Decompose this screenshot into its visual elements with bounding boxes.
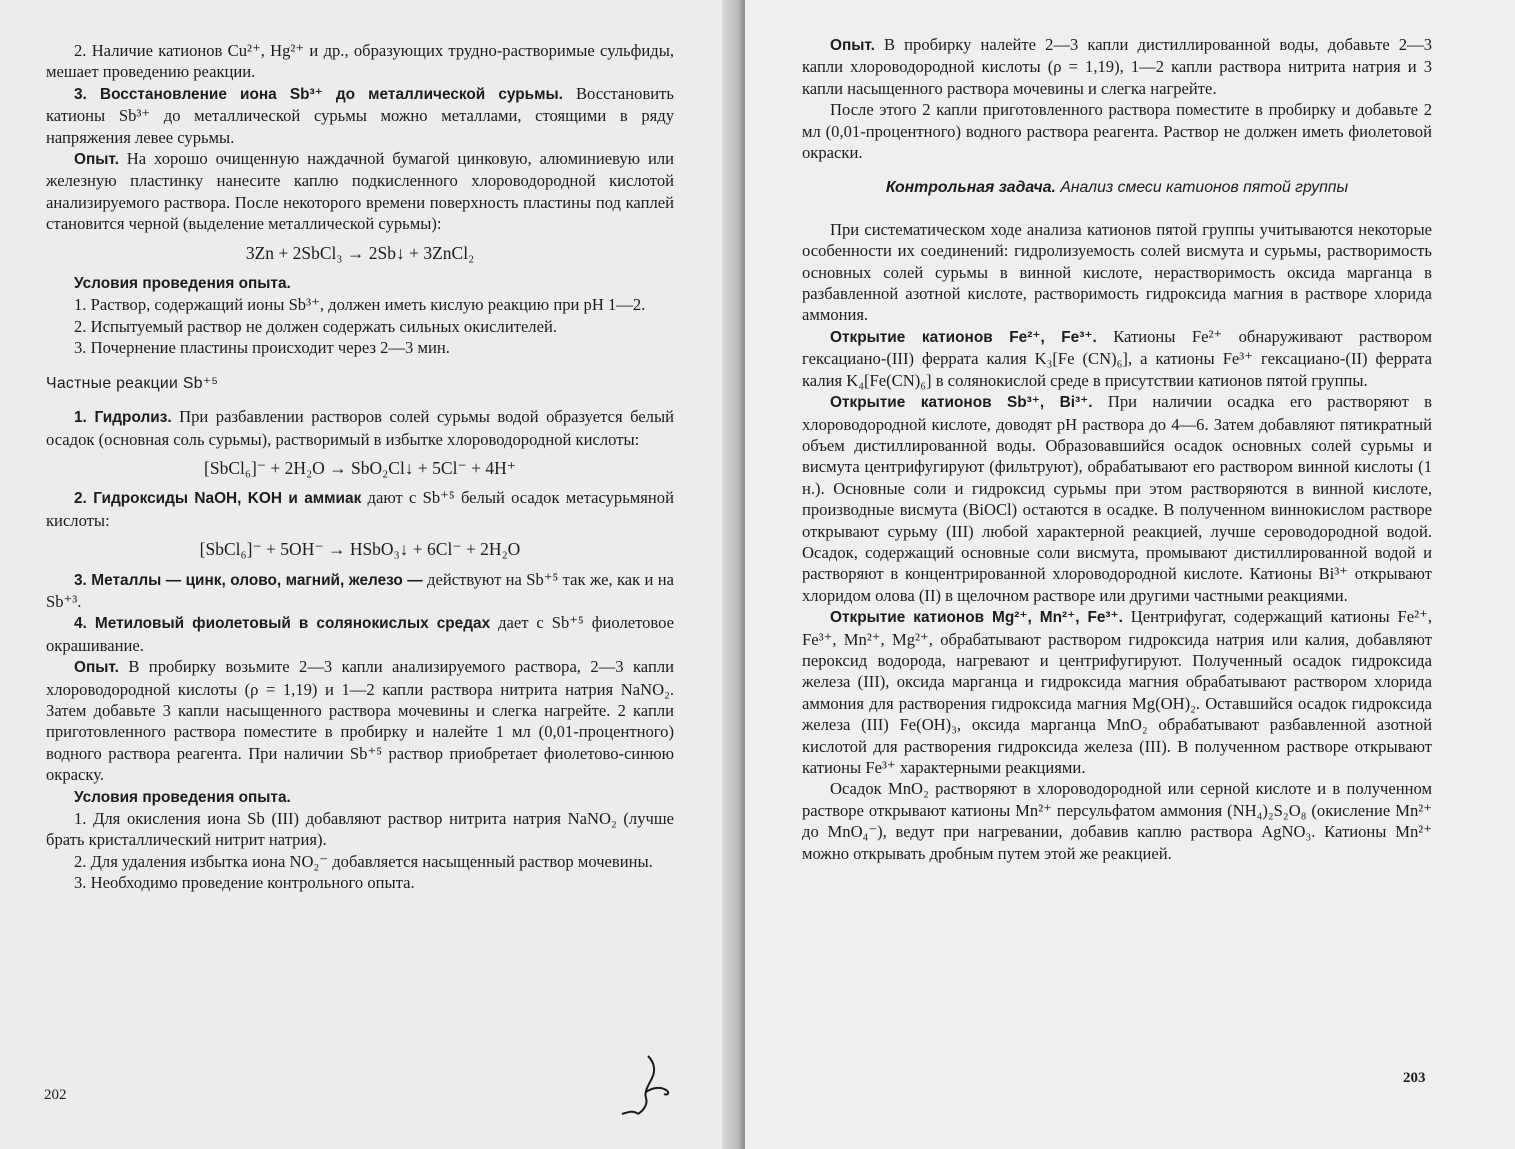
section-mg-mn-fe-cations xyxy=(802,606,1432,778)
experiment-label: Опыт. xyxy=(830,37,875,54)
condition-item: 2. Для удаления избытка иона NO₂⁻ добавляется насыщенный раствор мочевины. xyxy=(74,851,653,871)
condition-item: 3. Необходимо проведение контрольного опыта. xyxy=(74,873,415,893)
reaction-heading: 4. Метиловый фиолетовый в солянокислых средах xyxy=(74,615,491,633)
reaction-heading: 1. Гидролиз. xyxy=(74,409,172,427)
section-fe-cations xyxy=(802,326,1432,391)
right-page xyxy=(745,0,1515,1149)
experiment-paragraph xyxy=(802,34,1432,99)
section-heading: Открытие катионов Mg²⁺, Mn²⁺, Fe³⁺. xyxy=(830,609,1123,627)
condition-item: 1. Раствор, содержащий ионы Sb³⁺, должен иметь кислую реакцию при pH 1—2. xyxy=(74,295,646,315)
experiment-paragraph xyxy=(46,656,674,785)
equation-hydroxides: [SbCl₆]⁻ + 5OH⁻ → HSbO₃↓ + 6Cl⁻ + 2H₂O xyxy=(199,539,521,560)
handwritten-mark xyxy=(618,1052,678,1122)
reaction-text: дают с Sb⁺⁵ белый осадок метасурьмяной кислоты: xyxy=(46,488,674,530)
section-text: Катионы Fe²⁺ обнаруживают раствором гексациано-(III) феррата калия K₃[Fe (CN)₆], а катионы Fe³⁺ гексациано-(II) феррата калия K₄[Fe(CN)₆] в солянокислой среде в присутствии катионов пятой группы. xyxy=(802,326,1432,390)
paragraph-after: После этого 2 капли приготовленного раствора поместите в пробирку и добавьте 2 мл (0,01-процентного) водного раствора реагента. Раствор не должен иметь фиолетовой окраски. xyxy=(802,100,1432,163)
conditions-heading: Условия проведения опыта. xyxy=(74,788,291,806)
left-page xyxy=(0,0,745,1149)
equation-zn-sbcl3: 3Zn + 2SbCl₃ → 2Sb↓ + 3ZnCl₂ xyxy=(245,242,475,263)
reaction-hydrolysis xyxy=(46,406,674,450)
reaction-text: действуют на Sb⁺⁵ так же, как и на Sb⁺³. xyxy=(46,569,674,611)
reaction-heading: 3. Металлы — цинк, олово, магний, железо — xyxy=(74,571,423,589)
right-text-column xyxy=(802,34,1432,864)
paragraph-mn-detection: Осадок MnO₂ растворяют в хлороводородной или серной кислоте и в полученном растворе открывают катионы Mn²⁺ персульфатом аммония (NH₄)₂S₂O₈ (окисление Mn²⁺ до MnO₄⁻), ведут при нагревании, добавив каплю раствора AgNO₃. Катионы Mn²⁺ можно открывать дробным путем этой же реакцией. xyxy=(802,779,1432,863)
section-heading: Открытие катионов Sb³⁺, Bi³⁺. xyxy=(830,394,1093,412)
section-text: Центрифугат, содержащий катионы Fe²⁺, Fe³⁺, Mn²⁺, Mg²⁺, обрабатывают раствором гидроксида натрия или калия, добавляют пероксид водорода, нагревают и центрифугируют. Полученный осадок гидроксида железа (III), оксида марганца и гидроксида магния обрабатывают раствором хлорида аммония для растворения гидроксида магния Mg(OH)₂. Оставшийся осадок гидроксида железа (III) Fe(OH)₃, оксида марганца MnO₂ обрабатывают разбавленной азотной кислотой для растворения гидроксида железа (III). В полученном растворе открывают катионы Fe³⁺ характерными реакциями. xyxy=(802,607,1432,777)
experiment-text: В пробирку возьмите 2—3 капли анализируемого раствора, 2—3 капли хлороводородной кислоты (ρ = 1,19) и 1—2 капли раствора нитрита натрия NaNO₂. Затем добавьте 3 капли насыщенного раствора мочевины и слегка нагрейте. 2 капли приготовленного раствора поместите в пробирку и налейте 1 мл (0,01-процентного) водного раствора реагента. При наличии Sb⁺⁵ раствор приобретает фиолетово-синюю окраску. xyxy=(46,657,674,785)
section-text: При наличии осадка его растворяют в хлороводородной кислоте, доводят pH раствора до 4—6. Затем добавляют пятикратный объем дистиллированной воды. Образовавшийся осадок основных солей сурьмы и висмута центрифугируют (фильтруют), обрабатывают его раствором винной кислоты (1 н.). Основные соли и гидроксид сурьмы при этом растворяются в винной кислоте, производные висмута (BiOCl) остаются в осадке. В полученном виннокислом растворе открывают сурьму (III) любой характерной реакцией, лучше сероводородной водой. Осадок, содержащий основные соли висмута, промывают дистиллированной водой и растворяют в концентрированной хлороводородной кислоте. Катионы Bi³⁺ открывают хлоридом олова (II) в щелочном растворе или другими частными реакциями. xyxy=(802,392,1433,605)
subsection-heading: Частные реакции Sb⁺⁵ xyxy=(46,374,219,392)
section-heading: Открытие катионов Fe²⁺, Fe³⁺. xyxy=(830,328,1097,346)
experiment-text: В пробирку налейте 2—3 капли дистиллированной воды, добавьте 2—3 капли хлороводородной кислоты (ρ = 1,19), 1—2 капли раствора нитрита натрия и 3 капли насыщенного раствора мочевины и слегка нагрейте. xyxy=(802,35,1432,98)
conditions-heading: Условия проведения опыта. xyxy=(74,275,291,293)
experiment-text: На хорошо очищенную наждачной бумагой цинковую, алюминиевую или железную пластинку нанесите каплю подкисленного хлороводородной кислотой анализируемого раствора. После некоторого времени поверхность пластины под каплей становится черной (выделение металлической сурьмы): xyxy=(46,149,674,234)
reaction-text: дает с Sb⁺⁵ фиолетовое окрашивание. xyxy=(46,613,675,655)
experiment-label: Опыт. xyxy=(74,659,119,677)
paragraph-interfering-cations: 2. Наличие катионов Cu²⁺, Hg²⁺ и др., образующих трудно-растворимые сульфиды, мешает проведению реакции. xyxy=(46,41,674,82)
experiment-label: Опыт. xyxy=(74,151,119,169)
equation-hydrolysis: [SbCl₆]⁻ + 2H₂O → SbO₂Cl↓ + 5Cl⁻ + 4H⁺ xyxy=(204,457,516,478)
control-task-heading: Контрольная задача. Анализ смеси катионов пятой группы xyxy=(885,179,1349,197)
paragraph-text: Восстановить катионы Sb³⁺ до металлической сурьмы можно металлами, стоящими в ряду напряжения левее сурьмы. xyxy=(46,83,674,147)
reaction-text: При разбавлении растворов солей сурьмы водой образуется белый осадок (основная соль сурьмы), растворимый в избытке хлороводородной кислоты: xyxy=(46,407,674,449)
section-sb-bi-cations xyxy=(802,391,1432,606)
experiment-paragraph xyxy=(46,148,674,235)
paragraph-intro: При систематическом ходе анализа катионов пятой группы учитываются некоторые особенности их соединений: гидролизуемость солей висмута и сурьмы, растворимость основных солей сурьмы в винной кислоте, нерастворимость оксида марганца в разбавленной азотной кислоте, растворимость гидроксида магния в растворе хлорида аммония. xyxy=(802,219,1432,325)
reaction-metals xyxy=(46,569,674,613)
condition-item: 1. Для окисления иона Sb (III) добавляют раствор нитрита натрия NaNO₂ (лучше брать кристаллический нитрит натрия). xyxy=(46,809,674,850)
reaction-methyl-violet xyxy=(46,612,674,656)
condition-item: 3. Почернение пластины происходит через 2—3 мин. xyxy=(74,338,450,358)
reaction-hydroxides xyxy=(46,487,674,531)
condition-item: 2. Испытуемый раствор не должен содержать сильных окислителей. xyxy=(74,316,557,336)
reaction-heading: 2. Гидроксиды NaOH, KOH и аммиак xyxy=(74,490,362,508)
left-text-column xyxy=(46,40,674,894)
page-number: 203 xyxy=(1403,1070,1426,1086)
section-heading: 3. Восстановление иона Sb³⁺ до металлической сурьмы. xyxy=(74,85,563,103)
section-sb-reduction xyxy=(46,83,674,148)
page-number: 202 xyxy=(44,1087,67,1103)
